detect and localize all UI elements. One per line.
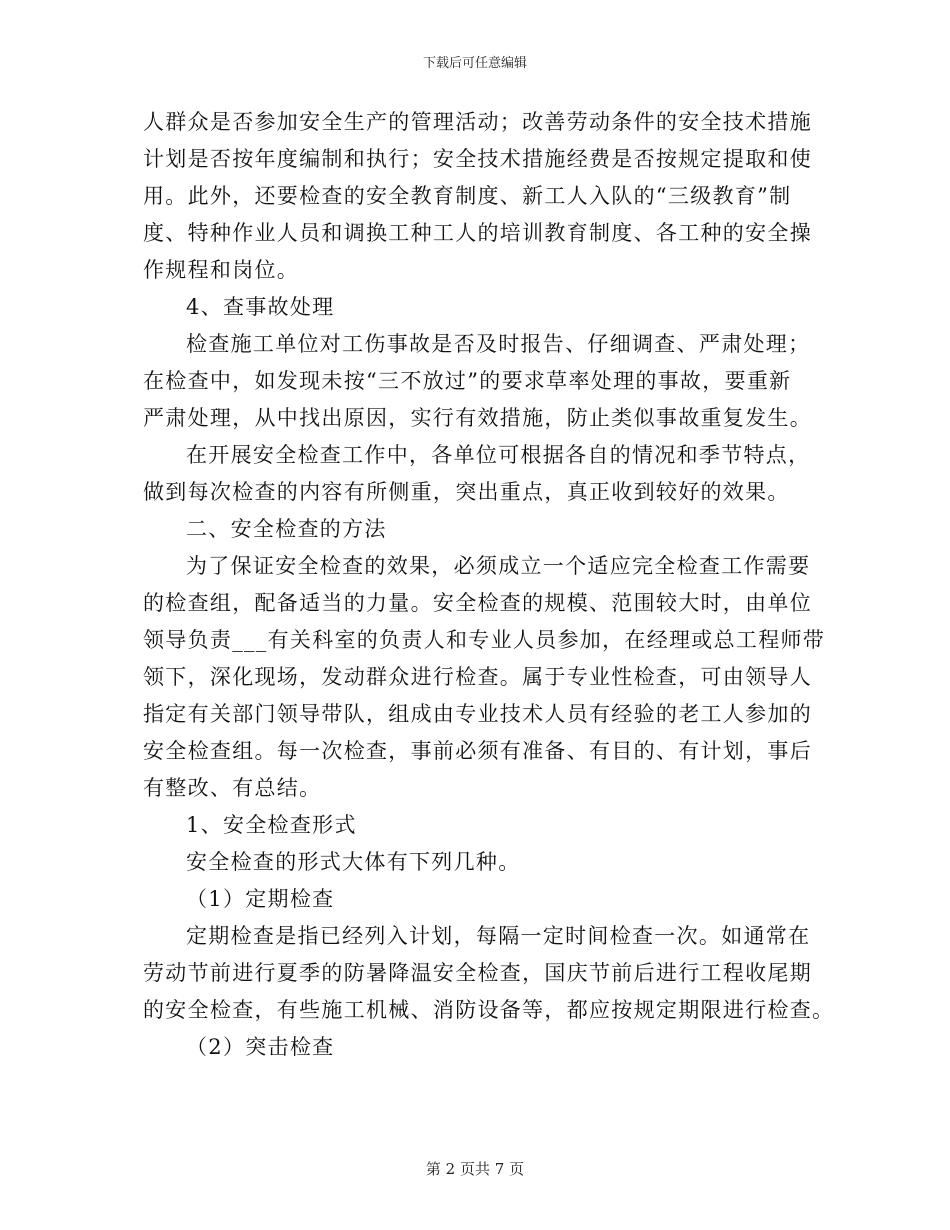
body-line: 严肃处理，从中找出原因，实行有效措施，防止类似事故重复发生。 [143, 406, 812, 430]
body-line: 安全检查组。每一次检查，事前必须有准备、有目的、有计划，事后 [143, 739, 812, 763]
subsection-heading: （1）定期检查 [186, 887, 335, 911]
paragraph-start: 为了保证安全检查的效果，必须成立一个适应完全检查工作需要 [186, 554, 811, 578]
body-line: 指定有关部门领导带队，组成由专业技术人员有经验的老工人参加的 [143, 702, 812, 726]
section-heading: 1、安全检查形式 [186, 813, 357, 837]
section-heading: 4、查事故处理 [186, 295, 335, 319]
subsection-heading: （2）突击检查 [186, 1035, 335, 1059]
body-line: 人群众是否参加安全生产的管理活动；改善劳动条件的安全技术措施 [143, 110, 812, 134]
body-line: 作规程和岗位。 [143, 258, 300, 282]
body-line: 的检查组，配备适当的力量。安全检查的规模、范围较大时，由单位 [143, 591, 812, 615]
paragraph-start: 检查施工单位对工伤事故是否及时报告、仔细调查、严肃处理； [186, 332, 811, 356]
body-line: 用。此外，还要检查的安全教育制度、新工人入队的“三级教育”制 [143, 184, 792, 208]
paragraph-start: 安全检查的形式大体有下列几种。 [186, 850, 521, 874]
body-line: 度、特种作业人员和调换工种工人的培训教育制度、各工种的安全操 [143, 221, 812, 245]
body-line: 领下，深化现场，发动群众进行检查。属于专业性检查，可由领导人 [143, 665, 812, 689]
body-line: 在检查中，如发现未按“三不放过”的要求草率处理的事故，要重新 [143, 369, 792, 393]
body-line: 做到每次检查的内容有所侧重，突出重点，真正收到较好的效果。 [143, 480, 790, 504]
paragraph-start: 在开展安全检查工作中，各单位可根据各自的情况和季节特点， [186, 443, 811, 467]
body-line: 计划是否按年度编制和执行；安全技术措施经费是否按规定提取和使 [143, 147, 812, 171]
body-line: 领导负责___有关科室的负责人和专业人员参加，在经理或总工程师带 [143, 628, 826, 652]
body-line: 有整改、有总结。 [143, 776, 322, 800]
body-line: 的安全检查，有些施工机械、消防设备等，都应按规定期限进行检查。 [143, 998, 835, 1022]
paragraph-start: 定期检查是指已经列入计划，每隔一定时间检查一次。如通常在 [186, 924, 811, 948]
page-footer: 第 2 页共 7 页 [425, 1160, 525, 1178]
body-line: 劳动节前进行夏季的防暑降温安全检查，国庆节前后进行工程收尾期 [143, 961, 812, 985]
section-heading: 二、安全检查的方法 [186, 517, 387, 541]
page-header: 下载后可任意编辑 [422, 56, 527, 71]
document-body [143, 104, 835, 1066]
